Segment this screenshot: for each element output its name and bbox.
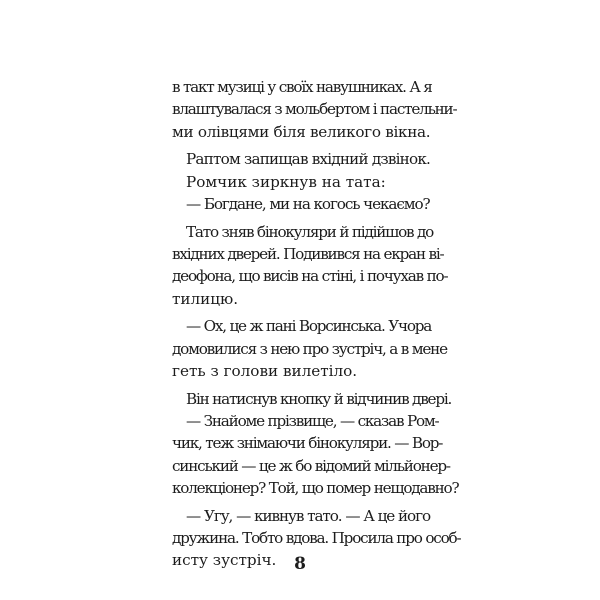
text-line: чик, теж знімаючи бінокуляри. — Вор- [172, 434, 443, 453]
text-line: — Ох, це ж пані Ворсинська. Учора [186, 317, 432, 336]
text-line: Він натиснув кнопку й відчинив двері. [186, 389, 452, 408]
text-line: дружина. Тобто вдова. Просила про особ- [172, 529, 461, 548]
text-line: в такт музиці у своїх навушниках. А я [172, 78, 432, 96]
text-line: Ромчик зиркнув на тата: [186, 172, 386, 191]
text-line: синський — це ж бо відомий мільйонер- [172, 456, 450, 475]
text-line: влаштувалася з мольбертом і пастельни- [172, 100, 457, 119]
body-text [172, 76, 461, 572]
page-number: 8 [294, 554, 306, 574]
text-line: вхідних дверей. Подивився на екран ві- [172, 245, 444, 264]
text-line: домовилися з нею про зустріч, а в мене [172, 339, 447, 358]
text-line: деофона, що висів на стіні, і почухав по- [172, 267, 448, 286]
text-line: колекціонер? Той, що помер нещодавно? [172, 479, 459, 498]
text-line: — Знайоме прізвище, — сказав Ром- [186, 412, 439, 431]
text-line: — Угу, — кивнув тато. — А це його [186, 506, 430, 525]
text-line: — Богдане, ми на когось чекаємо? [186, 194, 430, 213]
text-line: исту зустріч. [172, 551, 277, 570]
text-line: ми олівцями біля великого вікна. [172, 122, 431, 141]
text-line: Тато зняв бінокуляри й підійшов до [186, 222, 434, 241]
text-line: тилицю. [172, 289, 239, 308]
text-line: геть з голови вилетіло. [172, 362, 358, 381]
text-line: Раптом запищав вхідний дзвінок. [186, 150, 431, 169]
